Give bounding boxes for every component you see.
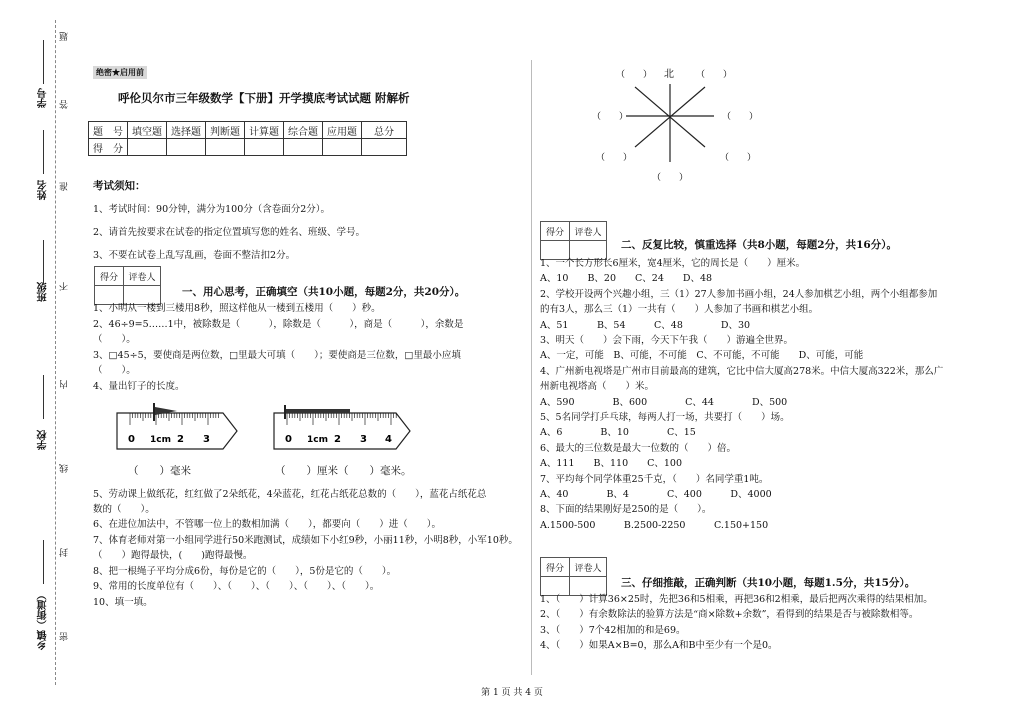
- compass-s-blank: （ ）: [652, 173, 689, 183]
- seal-char-0: 题: [60, 32, 70, 41]
- score-header-cell: 判断题: [206, 122, 245, 139]
- score-input-cell[interactable]: [245, 139, 284, 156]
- nail-1-head: [153, 403, 155, 421]
- binding-label-2: 班级: [38, 282, 49, 302]
- score-input-cell[interactable]: [323, 139, 362, 156]
- seal-char-3: 不: [60, 282, 70, 291]
- page-footer: 第 1 页 共 4 页: [481, 688, 543, 698]
- section3-scorer-box: [540, 557, 607, 596]
- score-table-header-row: [89, 122, 407, 139]
- compass-w-blank: （ ）: [592, 112, 629, 122]
- s1-q4-answer-1: （ ）毫米: [128, 465, 191, 477]
- s1-q8: 8、把一根绳子平均分成6份，每份是它的（ ），5份是它的（ ）。: [93, 566, 397, 577]
- section3-title: 三、仔细推敲，正确判断（共10小题，每题1.5分，共15分）。: [621, 577, 916, 589]
- binding-fill-line: [43, 540, 44, 584]
- ruler1-label-3: 3: [203, 434, 210, 445]
- s3-line-3: 3、（ ）7个42相加的和是69。: [540, 624, 686, 636]
- s1-q5b: 数的（ ）。: [93, 504, 155, 515]
- compass-diagram: [590, 62, 770, 187]
- binding-label-3: 学校: [38, 430, 49, 450]
- s2-line-3: 2、学校开设两个兴趣小组，三（1）27人参加书画小组，24人参加棋艺小组，两个小组都参加: [540, 288, 938, 300]
- s1-q7b: （ ）跑得最快，( )跑得最慢。: [93, 550, 253, 561]
- s1-q6: 6、在进位加法中，不管哪一位上的数相加满（ ），都要向（ ）进（ ）。: [93, 519, 442, 530]
- ruler2-label-4: 4: [385, 434, 392, 445]
- s1-q2a: 2、46÷9=5……1中，被除数是（ ），除数是（ ），商是（ ），余数是: [93, 319, 464, 330]
- s2-line-6: 3、明天（ ）会下雨，今天下午我（ ）游遍全世界。: [540, 335, 794, 346]
- s2-line-2: A、10 B、20 C、24 D、48: [540, 273, 713, 285]
- notice-item-3: 3、不要在试卷上乱写乱画，卷面不整洁扣2分。: [93, 250, 296, 261]
- score-header-cell: 选择题: [167, 122, 206, 139]
- ruler2-label-2: 2: [334, 434, 341, 445]
- seal-char-5: 线: [60, 464, 70, 473]
- section1-scorer-box: [94, 266, 161, 305]
- binding-fill-line: [43, 40, 44, 84]
- score-input-cell[interactable]: [167, 139, 206, 156]
- s2-line-17: 8、下面的结果刚好是250的是（ ）。: [540, 504, 712, 516]
- binding-fill-line: [43, 130, 44, 174]
- page-title: 呼伦贝尔市三年级数学【下册】开学摸底考试试题 附解析: [118, 91, 410, 105]
- s2-line-5: A、51 B、54 C、48 D、30: [540, 319, 751, 331]
- ruler2-label-3: 3: [360, 434, 367, 445]
- score-header-cell: 题 号: [89, 122, 128, 139]
- binding-label-1: 姓名: [38, 180, 49, 200]
- s2-line-18: A.1500-500 B.2500-2250 C.150+150: [540, 519, 769, 531]
- section1-title: 一、用心思考，正确填空（共10小题，每题2分，共20分）。: [182, 286, 466, 298]
- s2-line-13: 6、最大的三位数是最大一位数的（ ）倍。: [540, 442, 737, 454]
- ruler1-label-1: 1cm: [150, 435, 171, 445]
- s2-line-4: 的有3人，那么三（1）一共有（ ）人参加了书画和棋艺小组。: [540, 304, 819, 316]
- score-header-cell: 综合题: [284, 122, 323, 139]
- s2-line-16: A、40 B、4 C、400 D、4000: [540, 489, 772, 500]
- s2-line-8: 4、广州新电视塔是广州市目前最高的建筑，它比中信大厦高278米。中信大厦高322米，那么广: [540, 365, 944, 377]
- column-divider: [531, 60, 532, 675]
- compass-north: 北: [664, 69, 674, 80]
- seal-char-4: 内: [60, 380, 70, 389]
- s1-q4-answer-2: （ ）厘米（ ）毫米。: [275, 465, 412, 477]
- seal-char-1: 答: [60, 100, 70, 109]
- binding-fill-line: [43, 375, 44, 419]
- s2-line-9: 州新电视塔高（ ）米。: [540, 381, 655, 393]
- ruler-2: [272, 395, 412, 455]
- s3-line-1: 1、（ ）计算36×25时，先把36和5相乘，再把36和2相乘，最后把两次乘得的结果相加。: [540, 594, 933, 605]
- ruler-1: [115, 395, 240, 455]
- s1-q9: 9、常用的长度单位有（ ）、（ ）、（ ）、（ ）、（ ）。: [93, 581, 380, 592]
- nail-2-head: [284, 405, 286, 419]
- notice-title: 考试须知：: [93, 180, 146, 192]
- s3-line-4: 4、（ ）如果A×B=0，那么A和B中至少有一个是0。: [540, 640, 778, 652]
- binding-fill-line: [43, 240, 44, 284]
- s2-line-12: A、6 B、10 C、15: [540, 427, 696, 439]
- seal-char-7: 密: [60, 632, 70, 641]
- s1-q7a: 7、体育老师对第一小组同学进行50米跑测试，成绩如下小红9秒，小丽11秒，小明8秒，小军10秒。: [93, 535, 518, 546]
- s2-line-11: 5、5名同学打乒乓球，每两人打一场，共要打（ ）场。: [540, 412, 790, 423]
- score-input-cell[interactable]: [362, 139, 407, 156]
- ruler2-label-1: 1cm: [307, 435, 328, 445]
- scorer-reviewer-label: 评卷人: [124, 267, 161, 286]
- scorer-score-label: 得分: [541, 558, 570, 577]
- binding-dashed-line: [55, 20, 56, 685]
- ruler1-label-0: 0: [128, 434, 135, 445]
- score-header-cell: 总分: [362, 122, 407, 139]
- secret-badge: 绝密★启用前: [93, 66, 147, 79]
- section2-scorer-box: [540, 221, 607, 260]
- ruler1-label-2: 2: [177, 434, 184, 445]
- s2-line-15: 7、平均每个同学体重25千克，（ ）名同学重1吨。: [540, 473, 769, 485]
- score-input-cell[interactable]: [206, 139, 245, 156]
- s1-q1: 1、小明从一楼到三楼用8秒，照这样他从一楼到五楼用（ ）秒。: [93, 303, 381, 314]
- compass-nw-blank: （ ）: [616, 70, 653, 80]
- seal-char-2: 准: [60, 182, 70, 191]
- s2-line-10: A、590 B、600 C、44 D、500: [540, 396, 788, 408]
- scorer-reviewer-label: 评卷人: [570, 222, 607, 241]
- s2-line-14: A、111 B、110 C、100: [540, 458, 683, 470]
- score-row-label: 得 分: [89, 139, 128, 156]
- score-header-cell: 计算题: [245, 122, 284, 139]
- nail-2-body: [286, 409, 350, 413]
- s1-q2b: （ ）。: [93, 334, 136, 345]
- scorer-score-label: 得分: [95, 267, 124, 286]
- compass-se-blank: （ ）: [720, 153, 757, 163]
- score-input-cell[interactable]: [128, 139, 167, 156]
- binding-label-0: 学号: [38, 88, 49, 108]
- s2-line-1: 1、一个长方形长6厘米，宽4厘米，它的周长是（ ）厘米。: [540, 258, 806, 269]
- scorer-reviewer-label: 评卷人: [570, 558, 607, 577]
- scorer-score-label: 得分: [541, 222, 570, 241]
- s1-q3a: 3、□45÷5，要使商是两位数，□里最大可填（ ）；要使商是三位数，□里最小应填: [93, 350, 461, 361]
- compass-e-blank: （ ）: [722, 112, 759, 122]
- compass-sw-blank: （ ）: [596, 153, 633, 163]
- section2-title: 二、反复比较，慎重选择（共8小题，每题2分，共16分）。: [621, 239, 897, 251]
- s1-q4: 4、量出钉子的长度。: [93, 381, 185, 392]
- score-header-cell: 应用题: [323, 122, 362, 139]
- ruler2-label-0: 0: [285, 434, 292, 445]
- s1-q5a: 5、劳动课上做纸花，红红做了2朵纸花，4朵蓝花，红花占纸花总数的（ ），蓝花占纸花总: [93, 489, 487, 500]
- notice-item-2: 2、请首先按要求在试卷的指定位置填写您的姓名、班级、学号。: [93, 227, 366, 238]
- s1-q3b: （ ）。: [93, 365, 136, 376]
- score-table: [88, 121, 407, 156]
- s3-line-2: 2、（ ）有余数除法的验算方法是“商×除数+余数”，看得到的结果是否与被除数相等。: [540, 609, 919, 621]
- notice-item-1: 1、考试时间：90分钟，满分为100分（含卷面分2分）。: [93, 204, 331, 215]
- score-table-score-row: [89, 139, 407, 156]
- s2-line-7: A、一定，可能 B、可能，不可能 C、不可能，不可能 D、可能，可能: [540, 350, 864, 362]
- s1-q10: 10、填一填。: [93, 597, 153, 608]
- seal-char-6: 封: [60, 548, 70, 557]
- compass-ne-blank: （ ）: [696, 70, 733, 80]
- binding-label-4: 乡镇（街道）: [38, 590, 49, 650]
- score-header-cell: 填空题: [128, 122, 167, 139]
- score-input-cell[interactable]: [284, 139, 323, 156]
